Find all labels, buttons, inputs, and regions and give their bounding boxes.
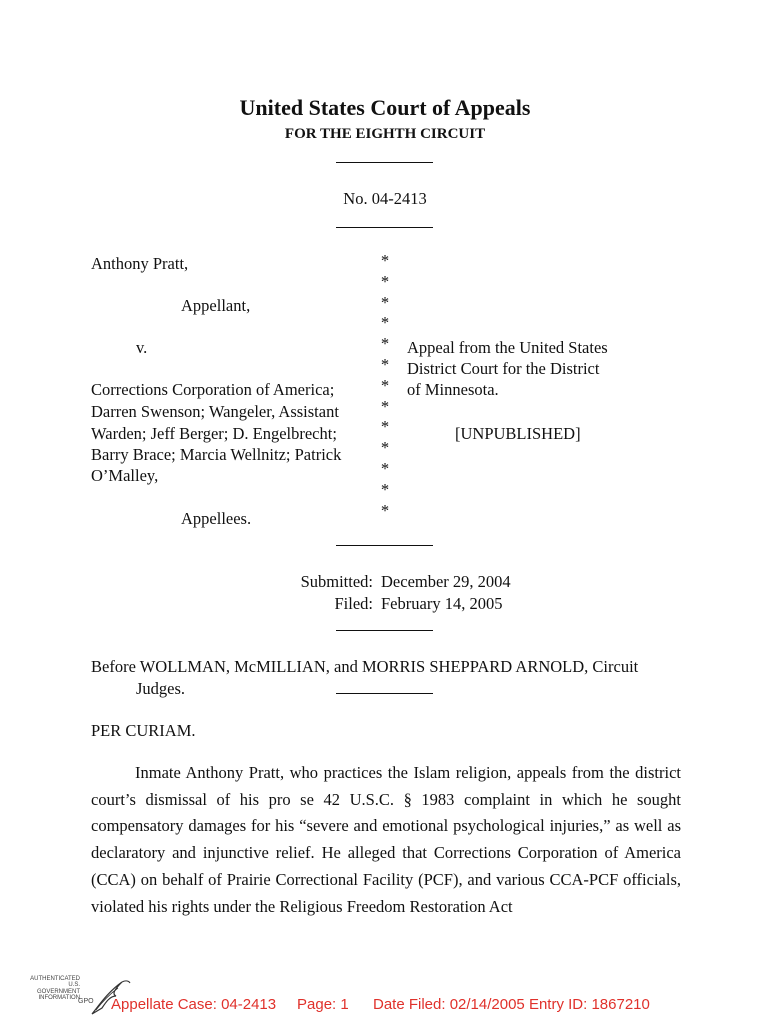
caption-star: * xyxy=(380,438,390,458)
appeal-line: of Minnesota. xyxy=(407,380,499,399)
appellees-role: Appellees. xyxy=(181,509,252,528)
gpo-mark: GPO xyxy=(78,998,94,1005)
caption-star-column xyxy=(378,251,392,521)
gpo-seal-line: INFORMATION xyxy=(38,995,80,1002)
divider xyxy=(336,630,433,631)
appellee-line: Darren Swenson; Wangeler, Assistant xyxy=(91,402,339,421)
caption-star: * xyxy=(380,292,390,312)
gpo-seal-text xyxy=(28,976,80,1002)
circuit-name: FOR THE EIGHTH CIRCUIT xyxy=(284,126,486,142)
caption-star: * xyxy=(380,458,390,478)
appellant-role: Appellant, xyxy=(181,296,251,315)
court-title: United States Court of Appeals xyxy=(239,95,531,120)
submitted-date: December 29, 2004 xyxy=(381,572,511,591)
footer-case: Appellate Case: 04-2413 xyxy=(111,996,277,1013)
appellee-line: O’Malley, xyxy=(91,466,159,485)
per-curiam-heading: PER CURIAM. xyxy=(91,721,196,740)
caption-star: * xyxy=(380,251,390,270)
appellee-line: Warden; Jeff Berger; D. Engelbrecht; xyxy=(91,424,337,443)
filed-label: Filed: xyxy=(334,594,373,613)
divider xyxy=(336,162,433,163)
divider xyxy=(336,227,433,228)
caption-star: * xyxy=(380,500,390,520)
caption-star: * xyxy=(380,354,390,374)
case-number: No. 04-2413 xyxy=(343,189,427,208)
appellee-line: Barry Brace; Marcia Wellnitz; Patrick xyxy=(91,445,342,464)
caption-star: * xyxy=(380,313,390,333)
appeal-line: District Court for the District xyxy=(407,359,600,378)
submitted-label: Submitted: xyxy=(300,572,373,591)
appellant-name: Anthony Pratt, xyxy=(91,254,189,273)
footer-date-filed: Date Filed: 02/14/2005 Entry ID: 1867210 xyxy=(373,996,650,1013)
publication-status: [UNPUBLISHED] xyxy=(455,424,581,443)
divider xyxy=(336,545,433,546)
caption-star: * xyxy=(380,375,390,395)
gpo-seal-line: AUTHENTICATED xyxy=(30,976,80,982)
caption-star: * xyxy=(380,271,390,291)
panel-line: Judges. xyxy=(136,679,186,698)
caption-star: * xyxy=(380,334,390,354)
footer-page: Page: 1 xyxy=(297,996,349,1013)
caption-star: * xyxy=(380,479,390,499)
filed-date: February 14, 2005 xyxy=(381,594,503,613)
caption-star: * xyxy=(380,417,390,437)
appellee-line: Corrections Corporation of America; xyxy=(91,380,335,399)
appeal-line: Appeal from the United States xyxy=(407,338,608,357)
panel-line: Before WOLLMAN, McMILLIAN, and MORRIS SHEPPARD ARNOLD, Circuit xyxy=(91,657,639,676)
caption-star: * xyxy=(380,396,390,416)
gpo-seal-line: U.S. GOVERNMENT xyxy=(36,982,80,995)
versus: v. xyxy=(136,338,148,357)
divider xyxy=(336,693,433,694)
opinion-paragraph: Inmate Anthony Pratt, who practices the Islam religion, appeals from the district court’s dismissal of his pro se 42 U.S.C. § 1983 complaint in which he sought compensatory damages for his “severe and emotional psychological injuries,” as well as declaratory and injunctive relief. He alleged that Corrections Corporation of America (CCA) on behalf of Prairie Correctional Facility (PCF), and various CCA-PCF officials, violated his rights under the Religious Freedom Restoration Act xyxy=(91,763,681,916)
